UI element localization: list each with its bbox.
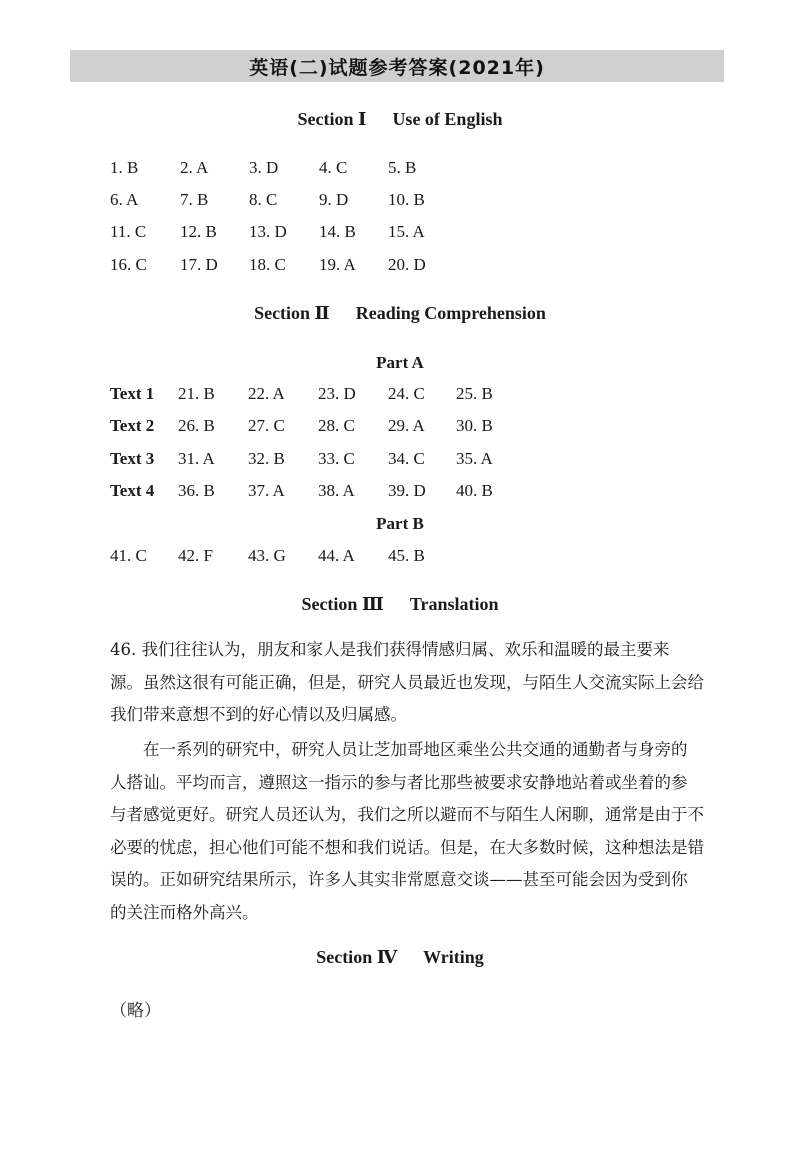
text-label: Text 1 [110,384,155,403]
section-3-heading [0,594,800,615]
section-1-name: Use of English [392,109,503,129]
answer-cell: 26. B [178,416,215,435]
answer-cell: 8. C [249,190,278,209]
answer-cell: 2. A [180,158,209,177]
paragraph-line: 的关注而格外高兴。 [110,902,259,922]
section-4-name: Writing [423,947,484,967]
paragraph-line: 误的。正如研究结果所示，许多人其实非常愿意交谈——甚至可能会因为受到你 [110,870,688,889]
answer-cell: 5. B [388,158,417,177]
writing-note: （略） [110,1001,161,1021]
section-2-name: Reading Comprehension [355,303,546,323]
answer-cell: 44. A [318,546,355,565]
section-4-label: Section Ⅳ [316,947,398,967]
answer-cell: 37. A [248,481,285,500]
answer-cell: 3. D [249,158,279,177]
answer-cell: 42. F [178,546,213,565]
part-a-heading: Part A [376,353,424,372]
paragraph-line: 必要的忧虑，担心他们可能不想和我们说话。但是，在大多数时候，这种想法是错 [110,837,704,857]
translation-paragraph-1 [110,634,704,732]
answer-cell: 19. A [319,255,356,274]
text-label: Text 3 [110,449,155,468]
answer-cell: 14. B [319,222,356,241]
answer-cell: 33. C [318,449,355,468]
answer-cell: 43. G [248,546,286,565]
text-label: Text 2 [110,416,155,435]
answer-cell: 20. D [388,255,426,274]
answer-cell: 35. A [456,449,493,468]
paragraph-line: 与者感觉更好。研究人员还认为，我们之所以避而不与陌生人闲聊，通常是由于不 [110,805,704,824]
paragraph-line: 46. 我们往往认为，朋友和家人是我们获得情感归属、欢乐和温暖的最主要来 [110,640,670,659]
page-title: 英语(二)试题参考答案(2021年) [70,50,724,82]
section-3-label: Section Ⅲ [301,594,384,614]
answer-cell: 24. C [388,384,425,403]
answer-cell: 16. C [110,255,147,274]
section-1-label: Section Ⅰ [297,109,367,129]
answer-cell: 9. D [319,190,349,209]
answer-cell: 29. A [388,416,425,435]
answer-cell: 7. B [180,190,209,209]
answer-cell: 27. C [248,416,285,435]
answer-cell: 1. B [110,158,139,177]
answer-cell: 23. D [318,384,356,403]
text-label: Text 4 [110,481,155,500]
answer-cell: 21. B [178,384,215,403]
answer-cell: 25. B [456,384,493,403]
paragraph-line: 在一系列的研究中，研究人员让芝加哥地区乘坐公共交通的通勤者与身旁的 [143,740,688,759]
paragraph-line: 我们带来意想不到的好心情以及归属感。 [110,705,407,724]
answer-cell: 28. C [318,416,355,435]
answer-cell: 32. B [248,449,285,468]
answer-cell: 11. C [110,222,147,241]
paragraph-line: 人搭讪。平均而言，遵照这一指示的参与者比那些被要求安静地站着或坐着的参 [110,772,688,792]
answer-cell: 4. C [319,158,348,177]
section-2-heading [0,303,800,324]
part-b-heading: Part B [376,514,424,533]
answer-cell: 17. D [180,255,218,274]
section-4-heading [0,947,800,968]
answer-cell: 31. A [178,449,215,468]
section-1-heading [0,109,800,130]
answer-cell: 22. A [248,384,285,403]
answer-cell: 36. B [178,481,215,500]
answer-cell: 12. B [180,222,217,241]
answer-cell: 10. B [388,190,425,209]
answer-cell: 30. B [456,416,493,435]
section-2-label: Section Ⅱ [254,303,330,323]
answer-cell: 15. A [388,222,425,241]
answer-cell: 18. C [249,255,286,274]
answer-cell: 39. D [388,481,426,500]
paragraph-line: 源。虽然这很有可能正确，但是，研究人员最近也发现，与陌生人交流实际上会给 [110,672,704,692]
answer-cell: 45. B [388,546,425,565]
answer-cell: 13. D [249,222,287,241]
section-3-name: Translation [409,594,499,614]
translation-paragraph-2 [110,734,704,929]
answer-cell: 38. A [318,481,355,500]
answer-cell: 34. C [388,449,425,468]
answer-cell: 41. C [110,546,147,565]
answer-cell: 6. A [110,190,139,209]
answer-cell: 40. B [456,481,493,500]
